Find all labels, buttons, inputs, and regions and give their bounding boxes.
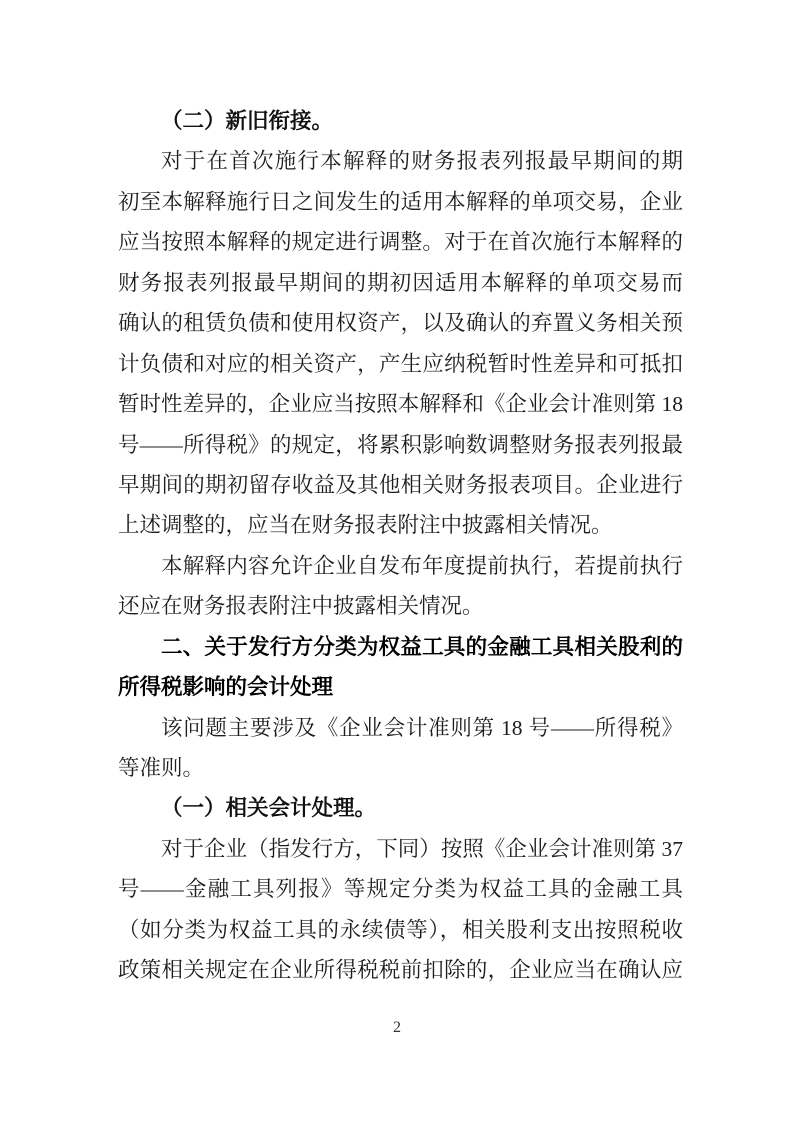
heading-line: 二、关于发行方分类为权益工具的金融工具相关股利的 bbox=[161, 634, 683, 659]
text-line: （如分类为权益工具的永续债等），相关股利支出按照税收 bbox=[118, 917, 683, 942]
page-number: 2 bbox=[393, 1019, 401, 1036]
text-line: 暂时性差异的，企业应当按照本解释和《企业会计准则第 18 bbox=[118, 392, 683, 417]
heading-line: （二）新旧衔接。 bbox=[161, 109, 334, 133]
text-line: 该问题主要涉及《企业会计准则第 18 号——所得税》 bbox=[161, 715, 683, 740]
text-line: 对于企业（指发行方，下同）按照《企业会计准则第 37 bbox=[161, 836, 683, 861]
text-line: 等准则。 bbox=[118, 756, 205, 780]
text-line: 号——所得税》的规定，将累积影响数调整财务报表列报最 bbox=[118, 432, 683, 457]
text-line: 确认的租赁负债和使用权资产，以及确认的弃置义务相关预 bbox=[118, 311, 683, 336]
text-line: 对于在首次施行本解释的财务报表列报最早期间的期 bbox=[161, 149, 683, 174]
text-line: 早期间的期初留存收益及其他相关财务报表项目。企业进行 bbox=[118, 472, 683, 497]
text-line: 初至本解释施行日之间发生的适用本解释的单项交易，企业 bbox=[118, 189, 683, 214]
text-line: 号——金融工具列报》等规定分类为权益工具的金融工具 bbox=[118, 877, 683, 902]
heading-line: 所得税影响的会计处理 bbox=[118, 675, 334, 700]
text-line: 计负债和对应的相关资产，产生应纳税暂时性差异和可抵扣 bbox=[118, 351, 683, 376]
text-line: 政策相关规定在企业所得税税前扣除的，企业应当在确认应 bbox=[118, 958, 683, 983]
text-line: 财务报表列报最早期间的期初因适用本解释的单项交易而 bbox=[118, 270, 683, 295]
text-line: 还应在财务报表附注中披露相关情况。 bbox=[118, 594, 484, 619]
document-body bbox=[118, 101, 683, 991]
heading-line: （一）相关会计处理。 bbox=[161, 796, 377, 821]
text-line: 上述调整的，应当在财务报表附注中披露相关情况。 bbox=[118, 513, 613, 538]
text-line: 本解释内容允许企业自发布年度提前执行，若提前执行 bbox=[161, 553, 683, 578]
text-line: 应当按照本解释的规定进行调整。对于在首次施行本解释的 bbox=[118, 230, 683, 255]
